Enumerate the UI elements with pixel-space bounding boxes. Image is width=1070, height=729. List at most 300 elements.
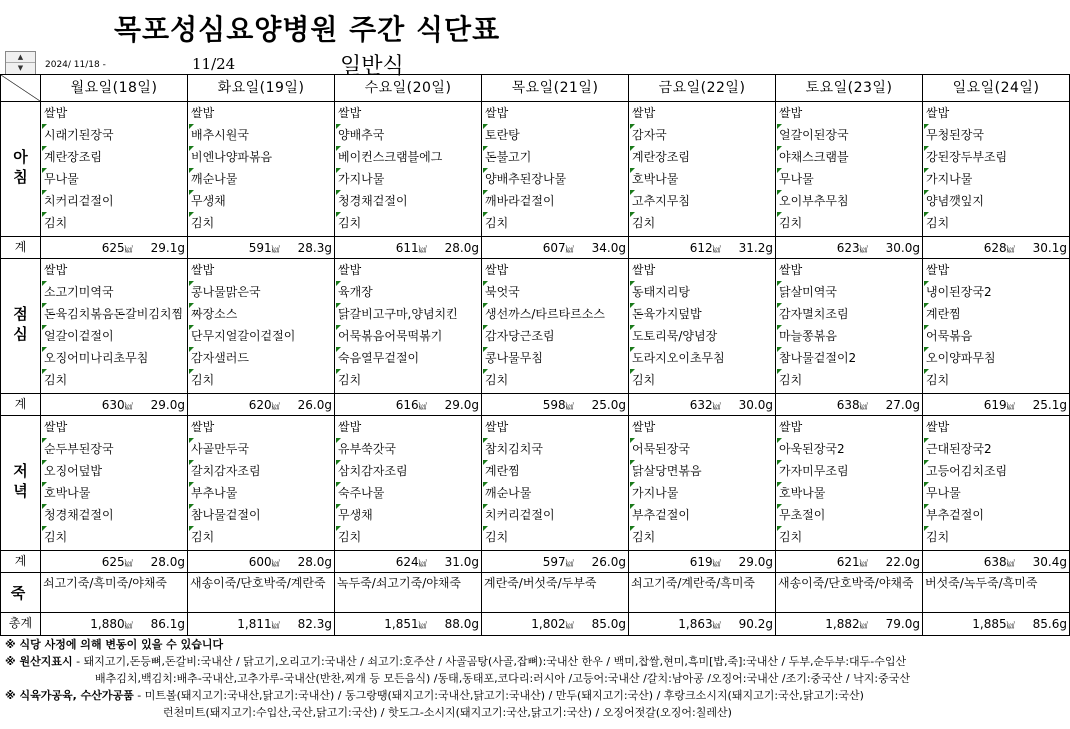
kcal-unit: ㎉ bbox=[712, 558, 721, 568]
protein-value: 90.2g bbox=[738, 617, 773, 631]
menu-item: 콩나물맑은국 bbox=[189, 281, 334, 303]
kcal-value bbox=[690, 398, 721, 412]
protein-value: 82.3g bbox=[297, 617, 332, 631]
menu-item: 냉이된장국2 bbox=[924, 281, 1069, 303]
nutrition-cell bbox=[482, 551, 629, 573]
menu-cell bbox=[188, 259, 335, 394]
subtotal-label: 계 bbox=[1, 551, 41, 573]
menu-item: 호박나물 bbox=[630, 168, 775, 190]
menu-cell bbox=[41, 416, 188, 551]
menu-cell bbox=[629, 416, 776, 551]
menu-item: 부추겉절이 bbox=[630, 504, 775, 526]
menu-item: 쌀밥 bbox=[338, 420, 362, 434]
menu-item: 무초절이 bbox=[777, 504, 922, 526]
protein-value: 27.0g bbox=[885, 397, 920, 412]
menu-cell bbox=[41, 259, 188, 394]
menu-item: 생선까스/타르타르소스 bbox=[483, 303, 628, 325]
menu-item: 깨순나물 bbox=[483, 482, 628, 504]
menu-item: 김치 bbox=[483, 212, 628, 234]
kcal-number: 1,880 bbox=[90, 617, 125, 631]
menu-item: 김치 bbox=[42, 526, 187, 548]
kcal-value bbox=[396, 241, 427, 255]
porridge-label-text: 죽 bbox=[10, 584, 31, 602]
protein-value: 86.1g bbox=[150, 617, 185, 631]
menu-item: 쌀밥 bbox=[632, 263, 656, 277]
nutrition-cell bbox=[629, 237, 776, 259]
menu-item: 김치 bbox=[924, 212, 1069, 234]
porridge-cell: 쇠고기죽/계란죽/흑미죽 bbox=[629, 573, 776, 613]
kcal-value bbox=[90, 617, 132, 631]
protein-value: 29.0g bbox=[150, 397, 185, 412]
kcal-value bbox=[543, 398, 574, 412]
menu-item: 쌀밥 bbox=[485, 106, 509, 120]
menu-item: 근대된장국2 bbox=[924, 438, 1069, 460]
kcal-value bbox=[102, 398, 133, 412]
menu-item: 김치 bbox=[630, 212, 775, 234]
menu-item: 계란찜 bbox=[483, 460, 628, 482]
menu-item: 감자멸치조림 bbox=[777, 303, 922, 325]
kcal-unit: ㎉ bbox=[859, 244, 868, 254]
menu-item: 참치김치국 bbox=[483, 438, 628, 460]
menu-item: 깨순나물 bbox=[189, 168, 334, 190]
menu-item: 고추지무침 bbox=[630, 190, 775, 212]
menu-cell bbox=[188, 416, 335, 551]
nutrition-cell bbox=[776, 613, 923, 636]
menu-item: 김치 bbox=[189, 369, 334, 391]
menu-item: 참나물겉절이 bbox=[189, 504, 334, 526]
menu-item: 무나물 bbox=[777, 168, 922, 190]
menu-item: 얼갈이겉절이 bbox=[42, 325, 187, 347]
kcal-unit: ㎉ bbox=[418, 401, 427, 411]
kcal-number: 625 bbox=[101, 554, 125, 569]
nutrition-cell bbox=[188, 551, 335, 573]
kcal-number: 1,802 bbox=[531, 617, 566, 631]
menu-item: 오이부추무침 bbox=[777, 190, 922, 212]
kcal-unit: ㎉ bbox=[1006, 244, 1015, 254]
grand-total-label: 총계 bbox=[1, 613, 41, 636]
porridge-cell: 녹두죽/쇠고기죽/야채죽 bbox=[335, 573, 482, 613]
subtotal-label: 계 bbox=[1, 237, 41, 259]
menu-item: 오이양파무침 bbox=[924, 347, 1069, 369]
nutrition-cell bbox=[923, 551, 1070, 573]
menu-item: 돈육김치볶음돈갈비김치찜 bbox=[42, 303, 187, 325]
porridge-cell: 쇠고기죽/흑미죽/야채죽 bbox=[41, 573, 188, 613]
menu-item: 유부쑥갓국 bbox=[336, 438, 481, 460]
menu-item: 쌀밥 bbox=[632, 420, 656, 434]
kcal-number: 612 bbox=[689, 240, 713, 255]
menu-item: 쌀밥 bbox=[44, 420, 68, 434]
nutrition-cell bbox=[482, 613, 629, 636]
date-to: 11/24 bbox=[192, 55, 236, 73]
kcal-value bbox=[984, 241, 1015, 255]
menu-item: 시래기된장국 bbox=[42, 124, 187, 146]
nutrition-cell bbox=[923, 613, 1070, 636]
menu-item: 쌀밥 bbox=[632, 106, 656, 120]
kcal-value bbox=[237, 617, 279, 631]
note-origin-text2: 배추김치,백김치:배추-국내산,고추가루-국내산(반찬,찌개 등 모든음식) /동태,동태포,코다리:러시아 /고등어:국내산 /갈치:남아공 /오징어:국내산 /조기:중국산 / 낙지:중국산 bbox=[95, 672, 910, 685]
menu-item: 어묵된장국 bbox=[630, 438, 775, 460]
protein-value: 79.0g bbox=[885, 617, 920, 631]
menu-item: 비엔나양파볶음 bbox=[189, 146, 334, 168]
menu-item: 짜장소스 bbox=[189, 303, 334, 325]
menu-item: 쌀밥 bbox=[191, 263, 215, 277]
menu-cell bbox=[482, 416, 629, 551]
day-header: 월요일(18일) bbox=[41, 75, 188, 102]
kcal-value bbox=[396, 398, 427, 412]
day-header: 토요일(23일) bbox=[776, 75, 923, 102]
protein-value: 30.4g bbox=[1032, 554, 1067, 569]
menu-item: 가지나물 bbox=[924, 168, 1069, 190]
protein-value: 29.0g bbox=[444, 397, 479, 412]
day-header: 일요일(24일) bbox=[923, 75, 1070, 102]
nutrition-cell bbox=[335, 237, 482, 259]
menu-item: 호박나물 bbox=[42, 482, 187, 504]
menu-item: 깨바라겉절이 bbox=[483, 190, 628, 212]
kcal-number: 632 bbox=[689, 397, 713, 412]
kcal-number: 620 bbox=[248, 397, 272, 412]
menu-item: 쌀밥 bbox=[485, 263, 509, 277]
menu-item: 양배추된장나물 bbox=[483, 168, 628, 190]
date-spinner[interactable] bbox=[5, 51, 36, 75]
menu-item: 김치 bbox=[336, 369, 481, 391]
menu-item: 양념깻잎지 bbox=[924, 190, 1069, 212]
kcal-unit: ㎉ bbox=[124, 401, 133, 411]
menu-item: 강된장두부조림 bbox=[924, 146, 1069, 168]
protein-value: 25.1g bbox=[1032, 397, 1067, 412]
kcal-number: 616 bbox=[395, 397, 419, 412]
menu-item: 오징어덮밥 bbox=[42, 460, 187, 482]
kcal-unit: ㎉ bbox=[565, 244, 574, 254]
protein-value: 34.0g bbox=[591, 240, 626, 255]
kcal-unit: ㎉ bbox=[124, 244, 133, 254]
menu-item: 계란장조림 bbox=[630, 146, 775, 168]
kcal-value bbox=[825, 617, 867, 631]
protein-value: 88.0g bbox=[444, 617, 479, 631]
kcal-value bbox=[690, 555, 721, 569]
page-title: 목포성심요양병원 주간 식단표 bbox=[114, 13, 501, 46]
protein-value: 85.0g bbox=[591, 617, 626, 631]
kcal-value bbox=[678, 617, 720, 631]
menu-item: 고등어김치조림 bbox=[924, 460, 1069, 482]
nutrition-cell bbox=[41, 613, 188, 636]
date-from: 2024/ 11/18 - bbox=[45, 60, 106, 70]
menu-item: 쌀밥 bbox=[926, 106, 950, 120]
spin-up-icon[interactable]: ▲ bbox=[6, 52, 35, 63]
menu-item: 무생채 bbox=[189, 190, 334, 212]
kcal-unit: ㎉ bbox=[859, 558, 868, 568]
nutrition-cell bbox=[41, 394, 188, 416]
menu-item: 감자당근조림 bbox=[483, 325, 628, 347]
note-processed-label: ※ 식육가공육, 수산가공품 bbox=[5, 689, 134, 702]
kcal-value bbox=[837, 398, 868, 412]
menu-item: 동태지리탕 bbox=[630, 281, 775, 303]
menu-item: 무나물 bbox=[924, 482, 1069, 504]
protein-value: 30.0g bbox=[885, 240, 920, 255]
day-header: 수요일(20일) bbox=[335, 75, 482, 102]
menu-item: 가지나물 bbox=[336, 168, 481, 190]
day-header: 화요일(19일) bbox=[188, 75, 335, 102]
nutrition-cell bbox=[923, 394, 1070, 416]
menu-item: 배추시원국 bbox=[189, 124, 334, 146]
menu-item: 무나물 bbox=[42, 168, 187, 190]
protein-value: 29.1g bbox=[150, 240, 185, 255]
day-header: 금요일(22일) bbox=[629, 75, 776, 102]
menu-item: 부추나물 bbox=[189, 482, 334, 504]
menu-item: 부추겉절이 bbox=[924, 504, 1069, 526]
menu-item: 가지나물 bbox=[630, 482, 775, 504]
menu-cell bbox=[41, 102, 188, 237]
kcal-value bbox=[837, 555, 868, 569]
nutrition-cell bbox=[188, 237, 335, 259]
menu-item: 김치 bbox=[630, 369, 775, 391]
menu-item: 무청된장국 bbox=[924, 124, 1069, 146]
menu-item: 사골만두국 bbox=[189, 438, 334, 460]
meal-label-text: 점심 bbox=[11, 306, 29, 346]
kcal-number: 607 bbox=[542, 240, 566, 255]
kcal-number: 625 bbox=[101, 240, 125, 255]
kcal-number: 619 bbox=[983, 397, 1007, 412]
meal-label-breakfast bbox=[1, 102, 41, 237]
menu-item: 얼갈이된장국 bbox=[777, 124, 922, 146]
menu-table bbox=[0, 74, 1070, 636]
nutrition-cell bbox=[923, 237, 1070, 259]
menu-cell bbox=[335, 416, 482, 551]
kcal-value bbox=[102, 241, 133, 255]
menu-item: 쌀밥 bbox=[779, 263, 803, 277]
menu-cell bbox=[923, 102, 1070, 237]
kcal-unit: ㎉ bbox=[565, 621, 574, 630]
note-origin-label: ※ 원산지표시 bbox=[5, 655, 73, 668]
menu-item: 쌀밥 bbox=[926, 263, 950, 277]
kcal-value bbox=[543, 555, 574, 569]
menu-item: 김치 bbox=[189, 212, 334, 234]
menu-item: 쌀밥 bbox=[926, 420, 950, 434]
kcal-number: 630 bbox=[101, 397, 125, 412]
menu-item: 계란찜 bbox=[924, 303, 1069, 325]
nutrition-cell bbox=[776, 237, 923, 259]
kcal-unit: ㎉ bbox=[271, 621, 280, 630]
nutrition-cell bbox=[629, 551, 776, 573]
kcal-value bbox=[384, 617, 426, 631]
kcal-number: 597 bbox=[542, 554, 566, 569]
nutrition-cell bbox=[188, 394, 335, 416]
menu-item: 단무지얼갈이겉절이 bbox=[189, 325, 334, 347]
menu-item: 마늘쫑볶음 bbox=[777, 325, 922, 347]
nutrition-cell bbox=[629, 613, 776, 636]
kcal-number: 600 bbox=[248, 554, 272, 569]
kcal-number: 1,885 bbox=[972, 617, 1007, 631]
protein-value: 31.0g bbox=[444, 554, 479, 569]
menu-item: 순두부된장국 bbox=[42, 438, 187, 460]
protein-value: 85.6g bbox=[1032, 617, 1067, 631]
porridge-cell: 버섯죽/녹두죽/흑미죽 bbox=[923, 573, 1070, 613]
kcal-unit: ㎉ bbox=[565, 401, 574, 411]
menu-item: 토란탕 bbox=[483, 124, 628, 146]
menu-item: 김치 bbox=[336, 212, 481, 234]
day-header: 목요일(21일) bbox=[482, 75, 629, 102]
menu-item: 치커리겉절이 bbox=[42, 190, 187, 212]
kcal-number: 623 bbox=[836, 240, 860, 255]
porridge-cell: 새송이죽/단호박죽/야채죽 bbox=[776, 573, 923, 613]
kcal-unit: ㎉ bbox=[565, 558, 574, 568]
protein-value: 30.1g bbox=[1032, 240, 1067, 255]
kcal-value bbox=[249, 241, 280, 255]
menu-item: 쌀밥 bbox=[191, 106, 215, 120]
kcal-value bbox=[102, 555, 133, 569]
kcal-number: 611 bbox=[395, 240, 419, 255]
kcal-unit: ㎉ bbox=[271, 244, 280, 254]
protein-value: 28.0g bbox=[150, 554, 185, 569]
menu-item: 가자미무조림 bbox=[777, 460, 922, 482]
note-origin-text: - 돼지고기,돈등뼈,돈갈비:국내산 / 닭고기,오리고기:국내산 / 쇠고기:호주산 / 사골곰탕(사골,잡뼈):국내산 한우 / 백미,찹쌀,현미,흑미[밥,죽]:국내산 / 두부,순두부:대두-수입산 bbox=[72, 655, 907, 668]
menu-item: 김치 bbox=[924, 369, 1069, 391]
menu-item: 김치 bbox=[924, 526, 1069, 548]
kcal-unit: ㎉ bbox=[124, 558, 133, 568]
kcal-number: 591 bbox=[248, 240, 272, 255]
menu-item: 쌀밥 bbox=[485, 420, 509, 434]
porridge-label bbox=[1, 573, 41, 613]
porridge-cell: 계란죽/버섯죽/두부죽 bbox=[482, 573, 629, 613]
kcal-unit: ㎉ bbox=[712, 621, 721, 630]
kcal-number: 621 bbox=[836, 554, 860, 569]
notes bbox=[5, 636, 910, 721]
menu-item: 감자국 bbox=[630, 124, 775, 146]
menu-item: 육개장 bbox=[336, 281, 481, 303]
menu-item: 어묵볶음 bbox=[924, 325, 1069, 347]
menu-item: 베이컨스크램블에그 bbox=[336, 146, 481, 168]
kcal-value bbox=[249, 555, 280, 569]
menu-item: 어묵볶음어묵떡볶기 bbox=[336, 325, 481, 347]
menu-cell bbox=[335, 102, 482, 237]
menu-item: 청경채겉절이 bbox=[42, 504, 187, 526]
menu-item: 김치 bbox=[777, 212, 922, 234]
menu-item: 도라지오이초무침 bbox=[630, 347, 775, 369]
note-processed-text: - 미트볼(돼지고기:국내산,닭고기:국내산) / 동그랑땡(돼지고기:국내산,닭고기:국내산) / 만두(돼지고기:국산) / 후랑크소시지(돼지고기:국산,닭고기:국산) bbox=[133, 689, 864, 702]
kcal-value bbox=[531, 617, 573, 631]
nutrition-cell bbox=[776, 551, 923, 573]
menu-item: 청경채겉절이 bbox=[336, 190, 481, 212]
kcal-value bbox=[984, 398, 1015, 412]
menu-item: 김치 bbox=[483, 369, 628, 391]
kcal-number: 598 bbox=[542, 397, 566, 412]
menu-cell bbox=[482, 259, 629, 394]
protein-value: 22.0g bbox=[885, 554, 920, 569]
note-change: ※ 식당 사정에 의해 변동이 있을 수 있습니다 bbox=[5, 638, 224, 651]
kcal-number: 638 bbox=[836, 397, 860, 412]
kcal-value bbox=[690, 241, 721, 255]
kcal-number: 1,851 bbox=[384, 617, 419, 631]
nutrition-cell bbox=[41, 551, 188, 573]
menu-cell bbox=[776, 259, 923, 394]
menu-cell bbox=[776, 102, 923, 237]
menu-item: 돈육가지덮밥 bbox=[630, 303, 775, 325]
menu-item: 숙음열무겉절이 bbox=[336, 347, 481, 369]
kcal-value bbox=[543, 241, 574, 255]
menu-item: 쌀밥 bbox=[44, 263, 68, 277]
meal-label-text: 아침 bbox=[11, 149, 29, 189]
menu-item: 닭갈비고구마,양념치킨 bbox=[336, 303, 481, 325]
meal-label-text: 저녁 bbox=[11, 463, 29, 503]
nutrition-cell bbox=[482, 237, 629, 259]
kcal-number: 1,882 bbox=[825, 617, 860, 631]
menu-cell bbox=[629, 259, 776, 394]
menu-item: 치커리겉절이 bbox=[483, 504, 628, 526]
menu-item: 쌀밥 bbox=[44, 106, 68, 120]
protein-value: 29.0g bbox=[738, 554, 773, 569]
menu-item: 쌀밥 bbox=[191, 420, 215, 434]
nutrition-cell bbox=[335, 551, 482, 573]
nutrition-cell bbox=[335, 394, 482, 416]
kcal-unit: ㎉ bbox=[124, 621, 133, 630]
meal-label-lunch bbox=[1, 259, 41, 394]
menu-item: 쌀밥 bbox=[338, 263, 362, 277]
nutrition-cell bbox=[776, 394, 923, 416]
kcal-number: 628 bbox=[983, 240, 1007, 255]
kcal-unit: ㎉ bbox=[859, 621, 868, 630]
nutrition-cell bbox=[482, 394, 629, 416]
protein-value: 31.2g bbox=[738, 240, 773, 255]
menu-item: 김치 bbox=[42, 212, 187, 234]
menu-item: 콩나물무침 bbox=[483, 347, 628, 369]
menu-cell bbox=[335, 259, 482, 394]
menu-item: 양배추국 bbox=[336, 124, 481, 146]
menu-cell bbox=[923, 416, 1070, 551]
menu-item: 쌀밥 bbox=[779, 106, 803, 120]
kcal-unit: ㎉ bbox=[418, 621, 427, 630]
menu-item: 김치 bbox=[630, 526, 775, 548]
menu-item: 소고기미역국 bbox=[42, 281, 187, 303]
meal-label-dinner bbox=[1, 416, 41, 551]
protein-value: 26.0g bbox=[297, 397, 332, 412]
note-processed-text2: 런천미트(돼지고기:수입산,국산,닭고기:국산) / 핫도그-소시지(돼지고기:국산,닭고기:국산) / 오징어젓갈(오징어:칠레산) bbox=[163, 706, 732, 719]
kcal-unit: ㎉ bbox=[418, 558, 427, 568]
menu-item: 김치 bbox=[189, 526, 334, 548]
nutrition-cell bbox=[188, 613, 335, 636]
menu-item: 북엇국 bbox=[483, 281, 628, 303]
protein-value: 26.0g bbox=[591, 554, 626, 569]
menu-item: 계란장조림 bbox=[42, 146, 187, 168]
menu-cell bbox=[629, 102, 776, 237]
nutrition-cell bbox=[629, 394, 776, 416]
menu-item: 갈치감자조림 bbox=[189, 460, 334, 482]
menu-type: 일반식 bbox=[340, 54, 404, 79]
porridge-cell: 새송이죽/단호박죽/계란죽 bbox=[188, 573, 335, 613]
menu-item: 참나물겉절이2 bbox=[777, 347, 922, 369]
kcal-unit: ㎉ bbox=[271, 401, 280, 411]
menu-item: 김치 bbox=[777, 526, 922, 548]
kcal-number: 1,863 bbox=[678, 617, 713, 631]
menu-item: 닭살당면볶음 bbox=[630, 460, 775, 482]
menu-item: 김치 bbox=[777, 369, 922, 391]
table-corner bbox=[1, 75, 41, 102]
kcal-value bbox=[837, 241, 868, 255]
menu-item: 삼치감자조림 bbox=[336, 460, 481, 482]
kcal-unit: ㎉ bbox=[712, 401, 721, 411]
menu-item: 오징어미나리초무침 bbox=[42, 347, 187, 369]
kcal-unit: ㎉ bbox=[712, 244, 721, 254]
menu-item: 돈불고기 bbox=[483, 146, 628, 168]
kcal-number: 624 bbox=[395, 554, 419, 569]
menu-item: 쌀밥 bbox=[338, 106, 362, 120]
menu-item: 도토리묵/양념장 bbox=[630, 325, 775, 347]
menu-item: 김치 bbox=[336, 526, 481, 548]
kcal-value bbox=[984, 555, 1015, 569]
kcal-value bbox=[249, 398, 280, 412]
spin-down-icon[interactable]: ▼ bbox=[17, 64, 24, 72]
kcal-value bbox=[972, 617, 1014, 631]
subtotal-label: 계 bbox=[1, 394, 41, 416]
nutrition-cell bbox=[335, 613, 482, 636]
